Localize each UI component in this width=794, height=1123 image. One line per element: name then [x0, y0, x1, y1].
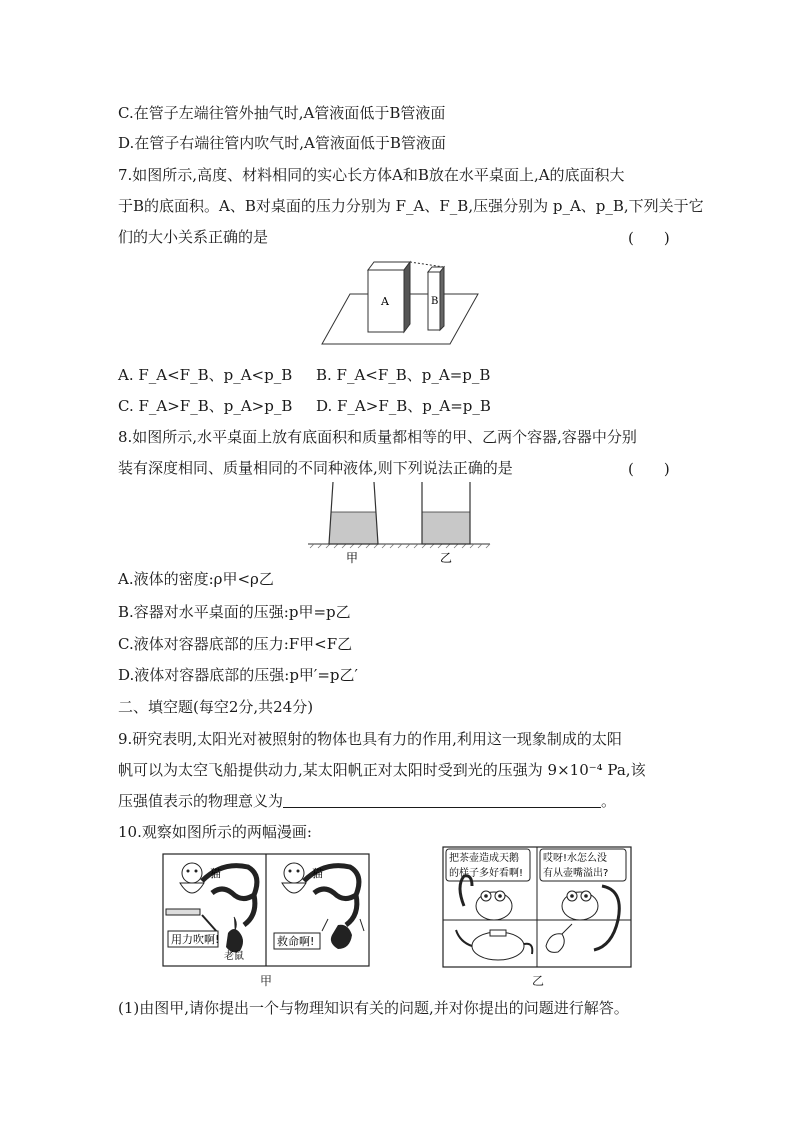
q8-label-yi: 乙	[440, 551, 453, 565]
q8-option-b: B.容器对水平桌面的压强:p甲=p乙	[118, 603, 351, 621]
q7-option-a: A. F_A<F_B、p_A<p_B	[118, 366, 293, 384]
q7-option-b: B. F_A<F_B、p_A=p_B	[316, 366, 491, 384]
cartoon-jia	[162, 853, 370, 968]
cartoon-bubble-2: 救命啊!	[277, 935, 315, 948]
cartoon-cat-label-2: 猫	[312, 867, 323, 880]
cartoon-bubble-3-line1: 把茶壶造成天鹅	[449, 853, 519, 864]
cartoon-caption-jia: 甲	[260, 974, 273, 988]
q7-label-a: A	[381, 295, 389, 308]
q8-option-c: C.液体对容器底部的压力:F甲<F乙	[118, 635, 353, 653]
cartoon-caption-yi: 乙	[532, 974, 545, 988]
q10-subquestion-1: (1)由图甲,请你提出一个与物理知识有关的问题,并对你提出的问题进行解答。	[118, 999, 629, 1017]
q7-figure	[318, 258, 482, 350]
q8-answer-paren: ( )	[628, 460, 670, 478]
q9-stem-line3	[118, 791, 616, 811]
q9-period: 。	[601, 792, 617, 810]
q7-option-c: C. F_A>F_B、p_A>p_B	[118, 397, 293, 415]
cartoon-bubble-3-line2: 的样子多好看啊!	[449, 868, 524, 879]
section-heading: 二、填空题(每空2分,共24分)	[118, 698, 314, 716]
q7-answer-paren: ( )	[628, 229, 670, 247]
cartoon-bubble-1: 用力吹啊!	[171, 933, 220, 946]
q8-option-d: D.液体对容器底部的压强:p甲′=p乙′	[118, 666, 358, 684]
q9-stem-line3-text: 压强值表示的物理意义为	[118, 792, 284, 810]
q7-stem-line2: 于B的底面积。A、B对桌面的压力分别为 F_A、F_B,压强分别为 p_A、p_B,下列关于它	[118, 197, 704, 215]
q8-stem-line2: 装有深度相同、质量相同的不同种液体,则下列说法正确的是	[118, 459, 513, 477]
cartoon-yi	[442, 846, 632, 968]
q7-stem-line1: 7.如图所示,高度、材料相同的实心长方体A和B放在水平桌面上,A的底面积大	[118, 166, 625, 184]
q9-stem-line1: 9.研究表明,太阳光对被照射的物体也具有力的作用,利用这一现象制成的太阳	[118, 730, 622, 748]
q8-figure	[306, 478, 492, 566]
q6-option-c: C.在管子左端往管外抽气时,A管液面低于B管液面	[118, 104, 446, 122]
cartoon-mouse-label: 老鼠	[224, 951, 244, 962]
cartoon-cat-label-1: 猫	[210, 867, 221, 880]
q9-stem-line2: 帆可以为太空飞船提供动力,某太阳帆正对太阳时受到光的压强为 9×10⁻⁴ Pa,该	[118, 761, 646, 779]
q9-answer-blank[interactable]	[283, 793, 601, 808]
q6-option-d: D.在管子右端往管内吹气时,A管液面低于B管液面	[118, 134, 446, 152]
q7-label-b: B	[431, 296, 439, 307]
q7-stem-line3: 们的大小关系正确的是	[118, 228, 269, 246]
cartoon-bubble-4-line1: 哎呀!水怎么没	[543, 853, 608, 864]
q10-stem: 10.观察如图所示的两幅漫画:	[118, 823, 312, 841]
q8-option-a: A.液体的密度:ρ甲<ρ乙	[118, 570, 274, 588]
q8-label-jia: 甲	[346, 551, 359, 565]
q7-option-d: D. F_A>F_B、p_A=p_B	[316, 397, 491, 415]
q8-stem-line1: 8.如图所示,水平桌面上放有底面积和质量都相等的甲、乙两个容器,容器中分别	[118, 428, 637, 446]
cartoon-bubble-4-line2: 有从壶嘴溢出?	[543, 868, 609, 879]
